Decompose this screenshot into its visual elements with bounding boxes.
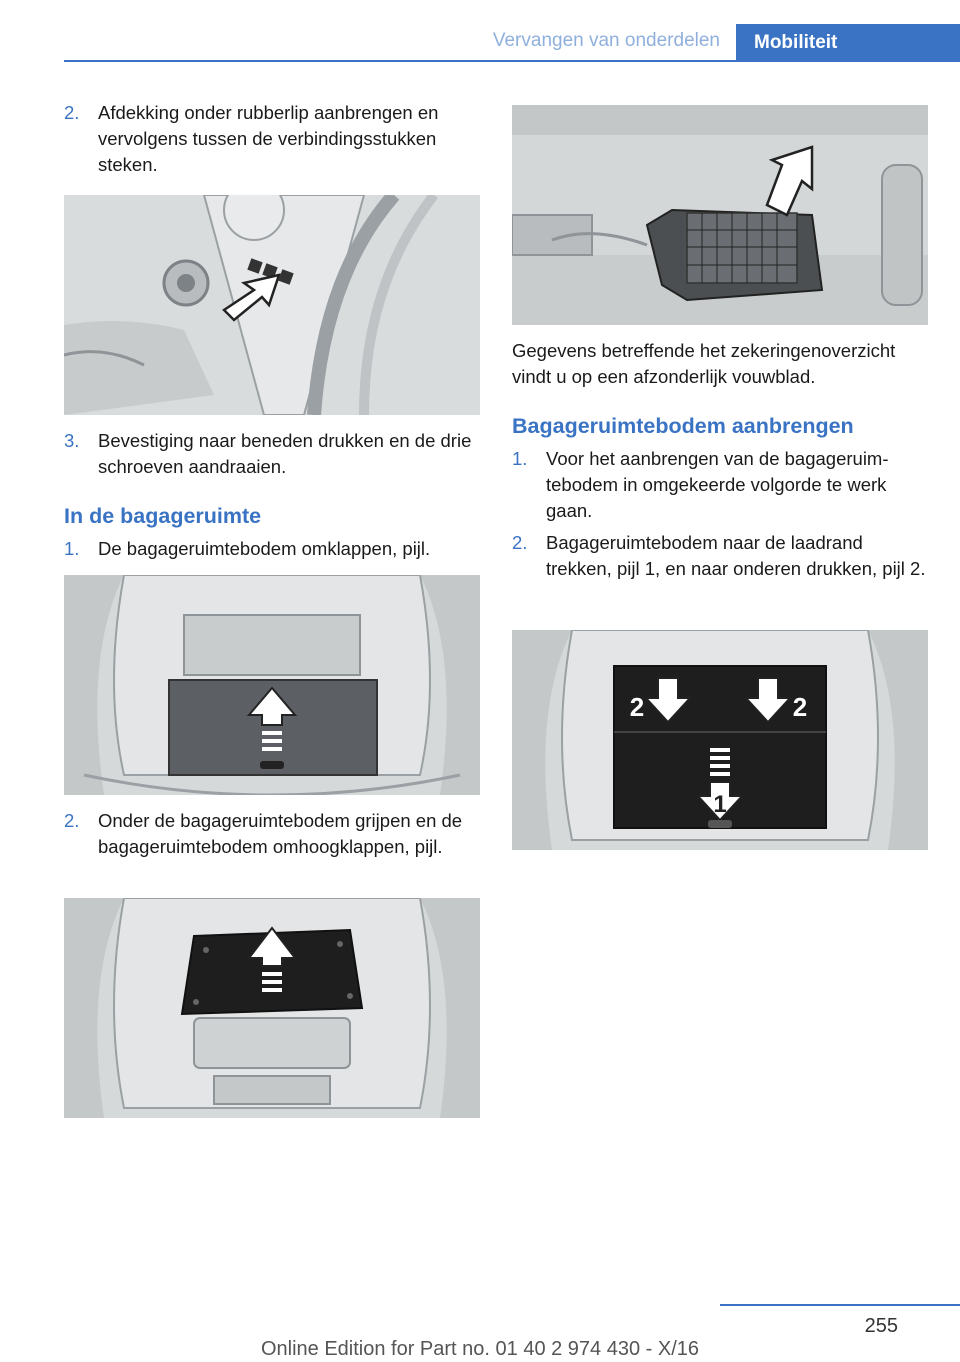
cover-install-illustration [64, 195, 480, 415]
heading-install-floor: Bagageruimtebodem aanbrengen [512, 414, 854, 438]
step-number: 2. [512, 532, 528, 553]
install-step-1 [512, 446, 928, 524]
step-number: 2. [64, 810, 80, 831]
trunk-step-1 [64, 536, 480, 562]
arrow-label-2b: 2 [792, 692, 808, 722]
fuse-box-figure [512, 105, 928, 325]
left-column-2 [64, 428, 480, 562]
step-text: Voor het aanbrengen van de bagageruim‐ tebodem in omgekeerde volgorde te werk gaan. [546, 448, 889, 521]
cover-install-figure [64, 195, 480, 415]
header-rule [64, 60, 960, 62]
left-column [64, 100, 480, 178]
step-number: 1. [512, 448, 528, 469]
arrow-label-2a: 2 [629, 692, 645, 722]
arrow-label-1: 1 [713, 791, 727, 818]
trunk-fold-illustration [64, 575, 480, 795]
trunk-lift-figure [64, 898, 480, 1118]
step-text: Onder de bagageruimtebodem grijpen en de bagageruimtebodem omhoogklappen, pijl. [98, 810, 463, 857]
right-column [512, 338, 928, 582]
fuse-box-illustration [512, 105, 928, 325]
fuse-note: Gegevens betreffende het zekeringenoverzicht vindt u op een afzonderlijk vouwblad. [512, 340, 896, 387]
step-text: De bagageruimtebodem omklappen, pijl. [98, 538, 431, 559]
step-2 [64, 100, 480, 178]
header-chapter-tab: Mobiliteit [736, 24, 960, 62]
install-step-2 [512, 530, 928, 582]
trunk-lift-illustration [64, 898, 480, 1118]
trunk-install-figure [512, 630, 928, 850]
header-section-title: Vervangen van onderdelen [492, 30, 720, 51]
step-text: Bagageruimtebodem naar de laadrand trekken, pijl 1, en naar onderen drukken, pijl 2. [546, 532, 926, 579]
step-number: 3. [64, 430, 80, 451]
footer-rule [720, 1304, 960, 1306]
step-text: Bevestiging naar beneden drukken en de drie schroeven aandraaien. [98, 430, 472, 477]
step-3 [64, 428, 480, 480]
step-number: 2. [64, 102, 80, 123]
trunk-step-2 [64, 808, 480, 860]
trunk-fold-figure [64, 575, 480, 795]
step-number: 1. [64, 538, 80, 559]
step-text: Afdekking onder rubberlip aanbrengen en vervolgens tussen de verbindingsstukken steken. [98, 102, 439, 175]
trunk-install-illustration [512, 630, 928, 850]
heading-trunk: In de bagageruimte [64, 504, 262, 528]
left-column-3 [64, 808, 480, 860]
page-number: 255 [864, 1315, 898, 1337]
edition-note: Online Edition for Part no. 01 40 2 974 430 - X/16 [260, 1338, 700, 1360]
